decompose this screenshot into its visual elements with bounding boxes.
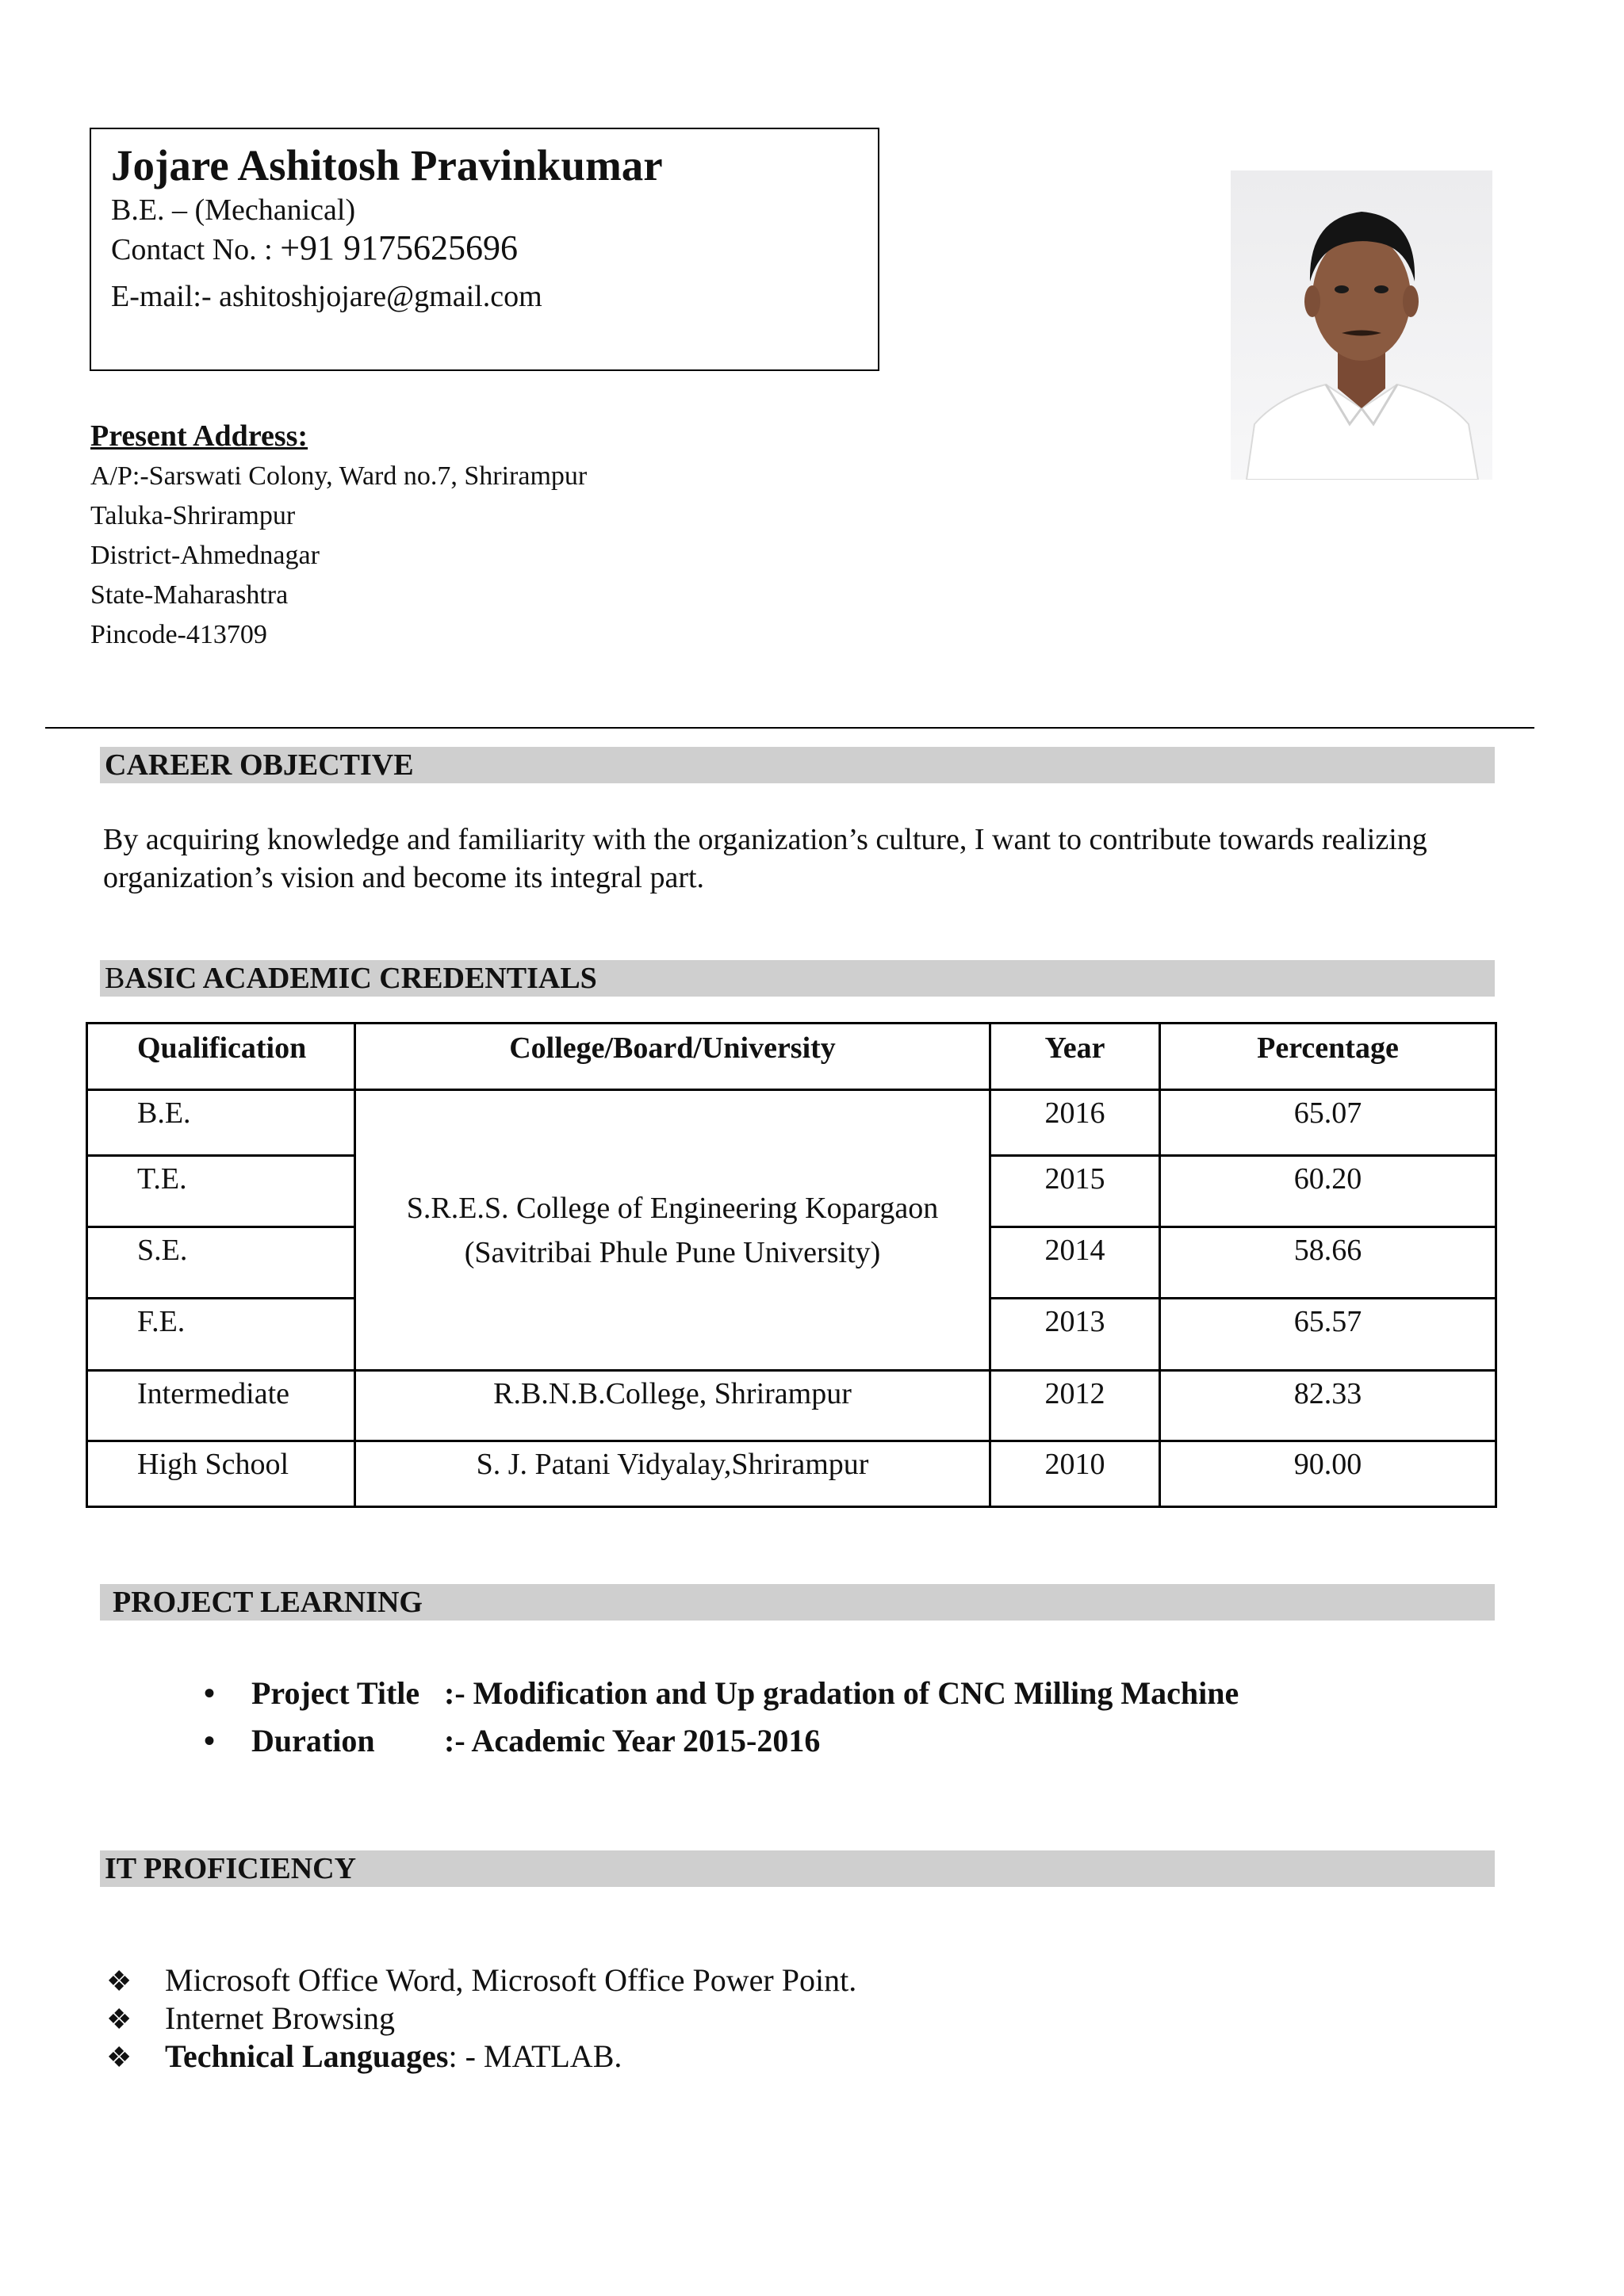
year-cell: 2014 [990, 1227, 1160, 1299]
list-item [106, 2038, 622, 2075]
college-cell: S. J. Patani Vidyalay,Shrirampur [355, 1441, 990, 1507]
project-title-value: :- Modification and Up gradation of CNC Milling Machine [444, 1675, 1239, 1711]
college-name: S.R.E.S. College of Engineering Kopargaon [406, 1191, 939, 1225]
it-item-text: Internet Browsing [165, 2000, 395, 2036]
section-academic-credentials [100, 960, 1495, 997]
qualification-cell: S.E. [87, 1227, 355, 1299]
table-row [87, 1090, 1496, 1156]
table-row [87, 1371, 1496, 1441]
horizontal-divider [45, 727, 1534, 729]
address-line: Pincode-413709 [90, 620, 267, 649]
it-item-bold: Technical Languages [165, 2038, 449, 2074]
contact-label: Contact No. : [111, 233, 281, 266]
college-cell: R.B.N.B.College, Shrirampur [355, 1371, 990, 1441]
column-header-percentage: Percentage [1160, 1024, 1496, 1090]
university-name: (Savitribai Phule Pune University) [464, 1235, 881, 1269]
percentage-cell: 65.57 [1160, 1299, 1496, 1371]
address-line: District-Ahmednagar [90, 541, 320, 570]
column-header-college: College/Board/University [355, 1024, 990, 1090]
duration-value: :- Academic Year 2015-2016 [444, 1723, 821, 1758]
percentage-cell: 82.33 [1160, 1371, 1496, 1441]
project-title-label: Project Title [251, 1675, 420, 1711]
percentage-cell: 90.00 [1160, 1441, 1496, 1507]
list-item [204, 1674, 1239, 1712]
list-item [204, 1722, 821, 1759]
diamond-bullet-icon: ❖ [106, 2003, 132, 2035]
email: E-mail:- ashitoshjojare@gmail.com [111, 280, 542, 313]
present-address [90, 416, 587, 655]
year-cell: 2015 [990, 1156, 1160, 1227]
it-item-text: Microsoft Office Word, Microsoft Office Power Point. [165, 1962, 857, 1998]
section-initial: B [105, 962, 125, 995]
diamond-bullet-icon: ❖ [106, 1965, 132, 1997]
percentage-cell: 60.20 [1160, 1156, 1496, 1227]
list-item [106, 1961, 856, 1999]
list-item [106, 1999, 395, 2037]
section-it-proficiency: IT PROFICIENCY [100, 1850, 1495, 1887]
year-cell: 2010 [990, 1441, 1160, 1507]
address-line: Taluka-Shrirampur [90, 501, 296, 530]
header-box [90, 128, 879, 371]
qualification-cell: Intermediate [87, 1371, 355, 1441]
percentage-cell: 58.66 [1160, 1227, 1496, 1299]
bullet-icon: • [204, 1723, 216, 1758]
table-header-row [87, 1024, 1496, 1090]
section-project-learning: PROJECT LEARNING [100, 1584, 1495, 1621]
it-item-text: : - MATLAB. [448, 2038, 622, 2074]
diamond-bullet-icon: ❖ [106, 2042, 132, 2073]
qualification-cell: F.E. [87, 1299, 355, 1371]
career-objective-text: By acquiring knowledge and familiarity with the organization’s culture, I want to contribute towards realizing organization’s vision and become its integral part. [103, 823, 1427, 894]
qualification-cell: T.E. [87, 1156, 355, 1227]
year-cell: 2012 [990, 1371, 1160, 1441]
duration-label: Duration [251, 1723, 375, 1758]
address-heading: Present Address: [90, 419, 308, 453]
contact-line [111, 228, 518, 268]
column-header-year: Year [990, 1024, 1160, 1090]
profile-photo [1231, 170, 1492, 480]
merged-college-cell [355, 1090, 990, 1371]
bullet-icon: • [204, 1675, 216, 1711]
section-career-objective: CAREER OBJECTIVE [100, 747, 1495, 783]
degree: B.E. – (Mechanical) [111, 193, 356, 227]
column-header-qualification: Qualification [87, 1024, 355, 1090]
year-cell: 2016 [990, 1090, 1160, 1156]
academic-table [86, 1022, 1497, 1508]
qualification-cell: B.E. [87, 1090, 355, 1156]
address-line: State-Maharashtra [90, 580, 289, 610]
address-line: A/P:-Sarswati Colony, Ward no.7, Shrirampur [90, 461, 588, 491]
percentage-cell: 65.07 [1160, 1090, 1496, 1156]
contact-phone: +91 9175625696 [280, 228, 519, 267]
candidate-name: Jojare Ashitosh Pravinkumar [111, 141, 663, 189]
table-row [87, 1441, 1496, 1507]
section-title-rest: ASIC ACADEMIC CREDENTIALS [124, 962, 597, 995]
year-cell: 2013 [990, 1299, 1160, 1371]
qualification-cell: High School [87, 1441, 355, 1507]
